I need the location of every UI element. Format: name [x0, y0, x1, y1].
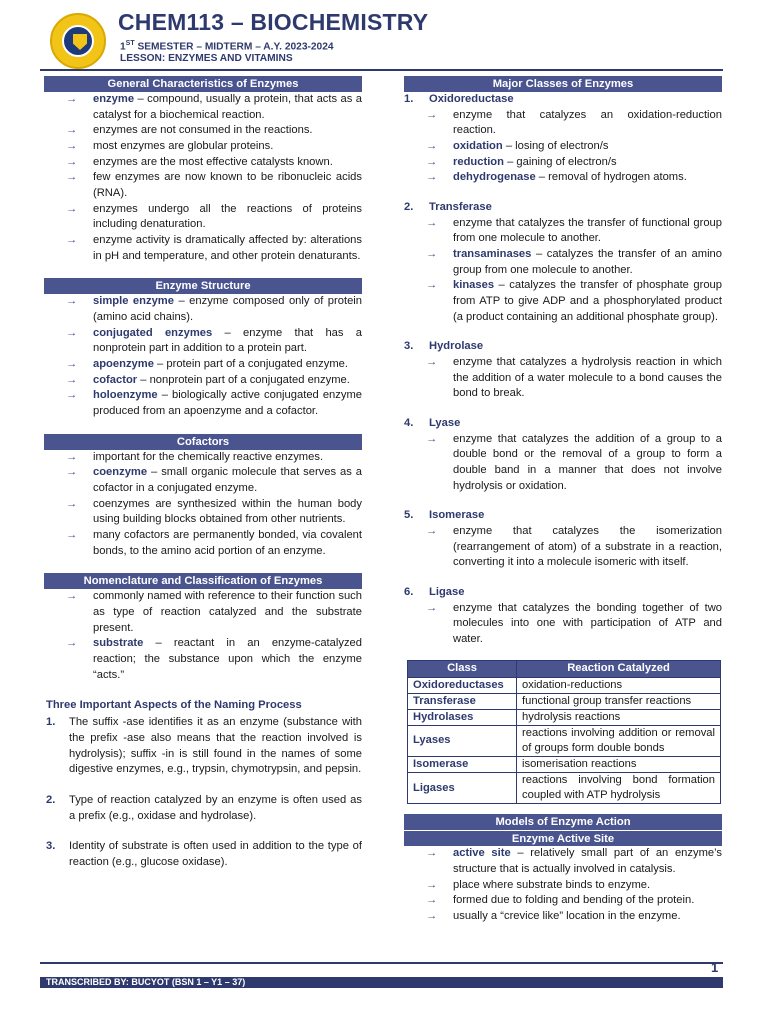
- arrow-bullet-icon: →: [66, 155, 78, 168]
- list-item: [44, 715, 362, 778]
- item-text: most enzymes are globular proteins.: [93, 140, 274, 153]
- class-name: Transferase: [429, 201, 492, 214]
- class-name: Oxidoreductase: [429, 93, 514, 105]
- seal-inner: [62, 25, 94, 57]
- item-text: The suffix -ase identifies it as an enzyme (substance with the prefix -ase also means that the reaction involved is hydrolysis); suffix -in is still found in the names of some digestive enzymes, e.g., trypsin, chymotrypsin, and pepsin.: [69, 716, 362, 776]
- term: coenzyme: [93, 466, 148, 479]
- term: simple enzyme: [93, 295, 174, 308]
- list-item: [404, 278, 722, 325]
- arrow-bullet-icon: →: [66, 202, 78, 215]
- item-text: important for the chemically reactive enzymes.: [93, 450, 324, 463]
- list-item: [44, 465, 362, 496]
- section-title-general: General Characteristics of Enzymes: [44, 76, 362, 92]
- item-text: – relatively small part of an enzyme’s structure that is actually involved in catalysis.: [453, 847, 722, 876]
- arrow-bullet-icon: →: [66, 466, 78, 479]
- arrow-bullet-icon: →: [426, 171, 438, 184]
- item-text: enzymes are the most effective catalysts known.: [93, 155, 333, 168]
- table-cell-reaction: hydrolysis reactions: [517, 709, 721, 725]
- list-item: [404, 355, 722, 402]
- list-item: [44, 139, 362, 155]
- university-seal-logo: [50, 13, 106, 69]
- arrow-bullet-icon: →: [426, 155, 438, 168]
- list-item: [44, 357, 362, 373]
- page-number: 1: [711, 960, 719, 975]
- item-text: – gaining of electron/s: [503, 155, 617, 168]
- list-item: [44, 170, 362, 201]
- class-number: 6.: [404, 586, 414, 599]
- term: apoenzyme: [93, 358, 154, 371]
- list-item: [44, 92, 362, 123]
- footer-divider: [40, 962, 723, 964]
- enzyme-class-heading: [404, 585, 722, 601]
- enzyme-class-heading: [404, 508, 722, 524]
- item-text: usually a “crevice like” location in the enzyme.: [453, 910, 681, 923]
- arrow-bullet-icon: →: [426, 216, 438, 229]
- lesson-line: LESSON: ENZYMES AND VITAMINS: [120, 53, 293, 64]
- arrow-bullet-icon: →: [426, 279, 438, 292]
- class-name: Isomerase: [429, 509, 485, 522]
- nomenclature-list: [44, 589, 362, 683]
- transcriber-credit: TRANSCRIBED BY: BUCYOT (BSN 1 – Y1 – 37): [40, 977, 723, 988]
- list-item: [404, 893, 722, 909]
- class-name: Hydrolase: [429, 340, 484, 353]
- item-text: formed due to folding and bending of the protein.: [453, 894, 695, 907]
- table-row: [408, 725, 721, 756]
- arrow-bullet-icon: →: [66, 124, 78, 137]
- arrow-bullet-icon: →: [66, 93, 78, 105]
- term: conjugated enzymes: [93, 326, 213, 339]
- enzyme-class-block: [404, 508, 722, 571]
- table-header-row: [408, 660, 721, 677]
- table-row: [408, 773, 721, 804]
- page-header: [0, 0, 768, 78]
- list-item: [404, 846, 722, 877]
- list-item: [404, 139, 722, 155]
- enzyme-class-table: [407, 660, 721, 805]
- term: substrate: [93, 637, 144, 650]
- table-cell-class: Lyases: [408, 725, 517, 756]
- section-title-nomenclature: Nomenclature and Classification of Enzymes: [44, 573, 362, 589]
- list-item: [44, 793, 362, 824]
- arrow-bullet-icon: →: [66, 529, 78, 542]
- arrow-bullet-icon: →: [66, 171, 78, 184]
- item-text: – biologically active conjugated enzyme produced from an apoenzyme and a cofactor.: [93, 389, 362, 418]
- list-item: [44, 233, 362, 264]
- enzyme-class-heading: [404, 416, 722, 432]
- item-text: Type of reaction catalyzed by an enzyme is often used as a prefix (e.g., oxidase and hydrolase).: [69, 793, 362, 822]
- enzyme-class-items: [404, 432, 722, 495]
- item-text: place where substrate binds to enzyme.: [453, 878, 651, 891]
- list-item: [404, 524, 722, 571]
- section-title-models: Models of Enzyme Action: [404, 814, 722, 830]
- item-text: enzyme that catalyzes a hydrolysis reaction in which the addition of a water molecule to a bond causes the bond to break.: [453, 356, 722, 400]
- item-text: – nonprotein part of a conjugated enzyme.: [137, 373, 350, 386]
- table-cell-class: Oxidoreductases: [408, 677, 517, 693]
- list-item: [44, 373, 362, 389]
- item-text: – catalyzes the transfer of phosphate group from ATP to give ADP and a phosphorylated product (a product containing an additional phosphate group).: [453, 279, 722, 323]
- arrow-bullet-icon: →: [66, 373, 78, 386]
- item-text: enzymes undergo all the reactions of proteins including denaturation.: [93, 202, 362, 231]
- active-site-list: [404, 846, 722, 924]
- table-cell-class: Isomerase: [408, 757, 517, 773]
- header-divider: [40, 69, 723, 71]
- class-number: 2.: [404, 201, 414, 214]
- arrow-bullet-icon: →: [426, 910, 438, 923]
- list-item: [44, 294, 362, 325]
- enzyme-structure-list: [44, 294, 362, 419]
- item-text: enzyme that catalyzes the bonding together of two molecules into one with participation of ATP and water.: [453, 601, 722, 646]
- list-item: [404, 432, 722, 495]
- class-name: Ligase: [429, 586, 465, 599]
- item-text: enzymes are not consumed in the reactions.: [93, 124, 313, 137]
- class-number: 1.: [404, 93, 414, 105]
- arrow-bullet-icon: →: [426, 356, 438, 369]
- table-row: [408, 709, 721, 725]
- item-text: enzyme that catalyzes an oxidation-reduction reaction.: [453, 108, 722, 137]
- arrow-bullet-icon: →: [66, 234, 78, 247]
- class-number: 4.: [404, 417, 414, 430]
- section-subtitle-active-site: Enzyme Active Site: [404, 830, 722, 846]
- item-number: 2.: [46, 793, 56, 806]
- term: enzyme: [93, 93, 135, 105]
- item-text: – enzyme that has a nonprotein part in addition to a protein part.: [93, 326, 363, 355]
- enzyme-class-heading: [404, 339, 722, 355]
- term: kinases: [453, 279, 495, 292]
- list-item: [44, 839, 362, 870]
- enzyme-class-items: [404, 601, 722, 648]
- list-item: [404, 108, 722, 139]
- section-title-major-classes: Major Classes of Enzymes: [404, 76, 722, 92]
- arrow-bullet-icon: →: [426, 894, 438, 907]
- table-cell-reaction: isomerisation reactions: [517, 757, 721, 773]
- class-name: Lyase: [429, 417, 461, 430]
- item-text: – protein part of a conjugated enzyme.: [153, 358, 348, 371]
- item-text: – removal of hydrogen atoms.: [535, 171, 687, 184]
- list-item: [44, 528, 362, 559]
- aspects-heading: Three Important Aspects of the Naming Process: [46, 698, 302, 711]
- enzyme-class-block: [404, 339, 722, 402]
- arrow-bullet-icon: →: [426, 248, 438, 261]
- enzyme-class-heading: [404, 200, 722, 216]
- term: holoenzyme: [93, 389, 158, 402]
- term: reduction: [453, 155, 504, 168]
- item-text: – reactant in an enzyme-catalyzed reaction; the substance upon which the enzyme “acts.”: [93, 637, 362, 681]
- table-row: [408, 693, 721, 709]
- list-item: [404, 878, 722, 894]
- semester-line: 1ST SEMESTER – MIDTERM – A.Y. 2023-2024: [120, 40, 334, 53]
- item-text: commonly named with reference to their function such as type of reaction catalyzed and the substrate present.: [93, 590, 362, 634]
- item-text: many cofactors are permanently bonded, via covalent bonds, to the amino acid portion of an enzyme.: [93, 529, 362, 557]
- item-text: – catalyzes the transfer of an amino group from one molecule to another.: [453, 248, 722, 276]
- arrow-bullet-icon: →: [426, 525, 438, 538]
- table-row: [408, 677, 721, 693]
- list-item: [44, 450, 362, 466]
- section-title-structure: Enzyme Structure: [44, 278, 362, 294]
- table-header-class: Class: [408, 660, 517, 677]
- item-text: enzyme that catalyzes the addition of a group to a double bond or the removal of a group to form a double band in a manner that does not involve hydrolysis or oxidation.: [453, 432, 722, 492]
- enzyme-class-items: [404, 355, 722, 402]
- arrow-bullet-icon: →: [66, 326, 78, 339]
- enzyme-class-items: [404, 524, 722, 571]
- cofactors-list: [44, 450, 362, 560]
- left-column: [44, 76, 362, 886]
- general-characteristics-list: [44, 92, 362, 264]
- major-classes-list: [404, 92, 722, 648]
- item-text: – enzyme composed only of protein (amino acid chains).: [93, 295, 362, 324]
- right-column: [404, 76, 722, 925]
- arrow-bullet-icon: →: [66, 358, 78, 371]
- term: transaminases: [453, 248, 532, 261]
- term: dehydrogenase: [453, 171, 536, 184]
- list-item: [404, 909, 722, 925]
- list-item: [44, 388, 362, 419]
- item-text: enzyme activity is dramatically affected by: alterations in pH and temperature, and other protein denaturants.: [93, 234, 362, 262]
- enzyme-class-items: [404, 216, 722, 326]
- item-text: enzyme that catalyzes the transfer of functional group from one molecule to another.: [453, 216, 722, 245]
- arrow-bullet-icon: →: [66, 497, 78, 510]
- list-item: [404, 155, 722, 171]
- arrow-bullet-icon: →: [426, 878, 438, 891]
- enzyme-class-block: [404, 200, 722, 325]
- table-row: [408, 757, 721, 773]
- list-item: [44, 636, 362, 683]
- table-cell-class: Transferase: [408, 693, 517, 709]
- item-text: enzyme that catalyzes the isomerization (rearrangement of atom) of a substrate in a reaction, converting it into a molecule isomeric with itself.: [453, 525, 722, 569]
- term: cofactor: [93, 373, 138, 386]
- list-item: [44, 202, 362, 233]
- table-cell-reaction: reactions involving addition or removal of groups form double bonds: [517, 725, 721, 756]
- section-title-cofactors: Cofactors: [44, 434, 362, 450]
- arrow-bullet-icon: →: [66, 590, 78, 603]
- list-item: [44, 589, 362, 636]
- course-title: CHEM113 – BIOCHEMISTRY: [118, 9, 429, 35]
- arrow-bullet-icon: →: [66, 140, 78, 153]
- seal-shield-icon: [73, 34, 87, 50]
- enzyme-class-block: [404, 92, 722, 186]
- table-cell-reaction: functional group transfer reactions: [517, 693, 721, 709]
- arrow-bullet-icon: →: [66, 389, 78, 402]
- list-item: [44, 497, 362, 528]
- arrow-bullet-icon: →: [426, 432, 438, 445]
- enzyme-class-items: [404, 108, 722, 186]
- item-text: – small organic molecule that serves as a cofactor in a conjugated enzyme.: [93, 466, 362, 495]
- class-number: 3.: [404, 340, 414, 353]
- table-header-reaction: Reaction Catalyzed: [517, 660, 721, 677]
- enzyme-class-block: [404, 416, 722, 494]
- table-cell-class: Ligases: [408, 773, 517, 804]
- list-item: [44, 123, 362, 139]
- item-text: – compound, usually a protein, that acts as a catalyst for a biochemical reaction.: [93, 93, 362, 121]
- table-cell-class: Hydrolases: [408, 709, 517, 725]
- table-cell-reaction: oxidation-reductions: [517, 677, 721, 693]
- arrow-bullet-icon: →: [66, 637, 78, 650]
- arrow-bullet-icon: →: [426, 601, 438, 614]
- list-item: [404, 601, 722, 648]
- naming-aspects-list: [44, 715, 362, 870]
- term: oxidation: [453, 140, 503, 153]
- arrow-bullet-icon: →: [66, 295, 78, 308]
- item-text: – losing of electron/s: [502, 140, 609, 153]
- enzyme-class-heading: [404, 92, 722, 108]
- term: active site: [453, 847, 511, 860]
- item-text: few enzymes are now known to be ribonucleic acids (RNA).: [93, 171, 362, 200]
- item-number: 1.: [46, 716, 56, 729]
- list-item: [404, 170, 722, 186]
- list-item: [404, 247, 722, 278]
- table-cell-reaction: reactions involving bond formation coupled with ATP hydrolysis: [517, 773, 721, 804]
- item-text: coenzymes are synthesized within the human body using building blocks obtained from other nutrients.: [93, 497, 362, 526]
- list-item: [44, 326, 362, 357]
- arrow-bullet-icon: →: [426, 847, 438, 860]
- arrow-bullet-icon: →: [426, 140, 438, 153]
- class-number: 5.: [404, 509, 414, 522]
- list-item: [44, 155, 362, 171]
- enzyme-class-block: [404, 585, 722, 648]
- item-text: Identity of substrate is often used in addition to the type of reaction (e.g., glucose oxidase).: [69, 840, 362, 868]
- item-number: 3.: [46, 840, 56, 853]
- arrow-bullet-icon: →: [66, 450, 78, 463]
- list-item: [404, 216, 722, 247]
- arrow-bullet-icon: →: [426, 108, 438, 121]
